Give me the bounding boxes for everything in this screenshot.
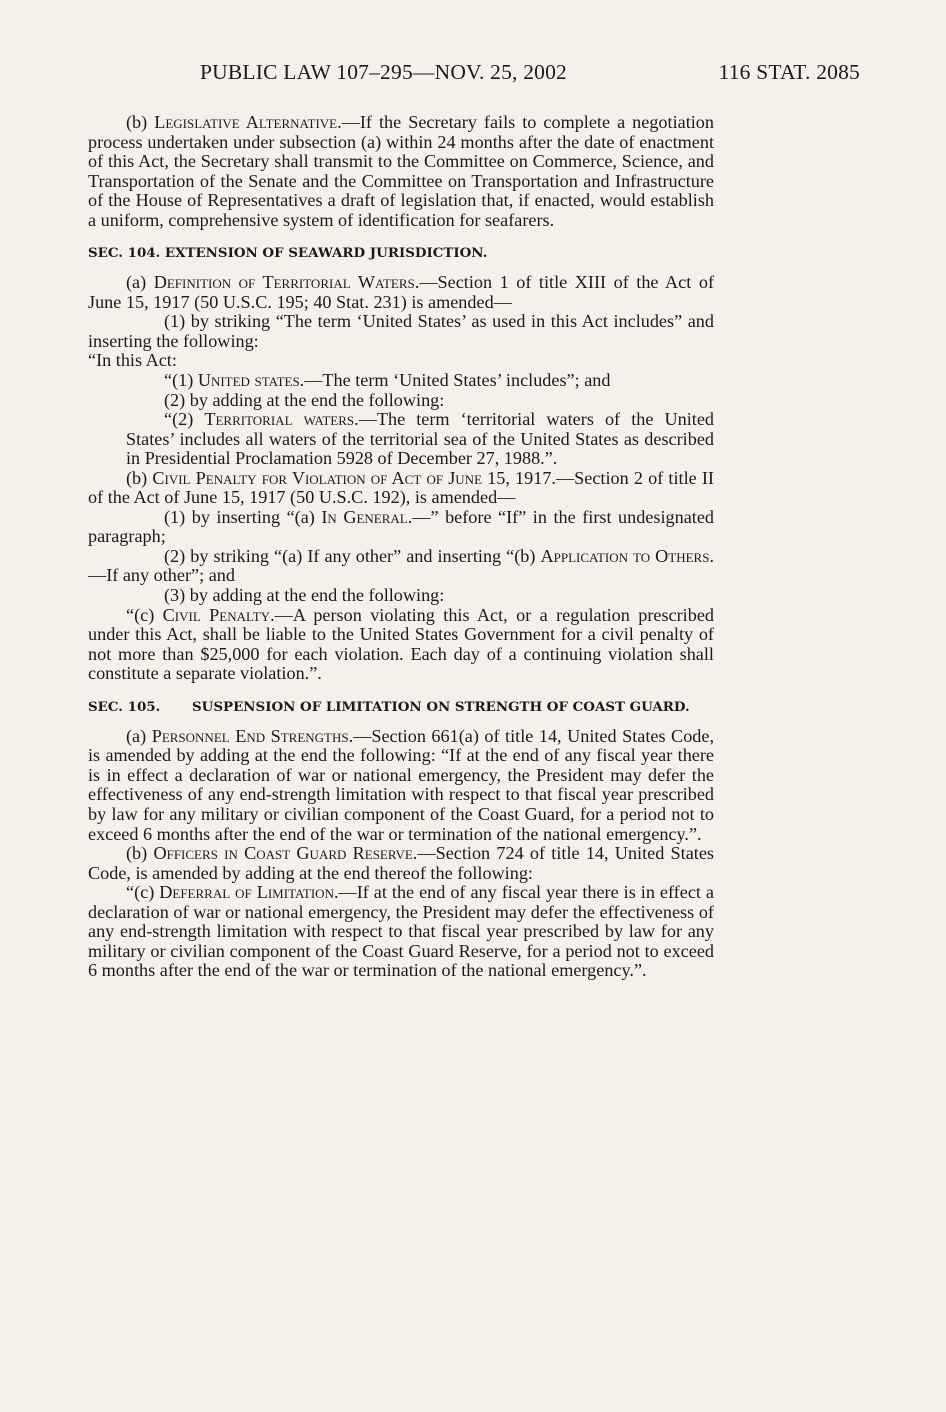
inserted-heading: Application to Others. — [540, 545, 714, 566]
section-heading-105 — [88, 698, 714, 717]
paragraph-text: —” before “If” in the first undesignated paragraph; — [88, 506, 714, 547]
subsection-heading: Personnel End Strengths. — [151, 725, 354, 746]
subsection-heading: Legislative Alternative. — [154, 112, 342, 132]
paragraph-text: —A person violating this Act, or a regulation prescribed under this Act, shall be liable to the United States Government for a civil penalty of not more than $25,000 for each violation. Each day of a continuing violation shall constitute a separate violation.”. — [88, 604, 714, 684]
subsection-heading: Civil Penalty. — [162, 604, 275, 625]
paragraph-104-b-3: (3) by adding at the end the following: — [164, 585, 445, 606]
paragraph-text: —If any other”; and — [88, 565, 235, 586]
paragraph-text: (2) by striking “(a) If any other” and inserting “(b) — [164, 545, 541, 566]
paragraph-text: —If the Secretary fails to complete a negotiation process undertaken under subsection (a) within 24 months after the date of enactment of this Act, the Secretary shall transmit to the Committee on Commerce, Science, and Transportation of the Senate and the Committee on Transportation and Infrastructure of the House of Representatives a draft of legislation that, if enacted, would establish a uniform, comprehensive system of identification for seafarers. — [88, 112, 714, 230]
paragraph-104-b-2 — [88, 547, 714, 586]
paragraph-104-a-2: (2) by adding at the end the following: — [164, 389, 445, 410]
page-header — [200, 60, 860, 90]
paragraph-104-b-1 — [88, 508, 714, 547]
paragraph-105-a — [88, 727, 714, 844]
paragraph-text: —Section 2 of title II of the Act of June 15, 1917 (50 U.S.C. 192), is amended— — [88, 467, 714, 508]
paragraph-lead: “(c) — [126, 604, 163, 625]
paragraph-lead: (a) — [126, 272, 154, 293]
paragraph-lead: (b) — [126, 467, 153, 488]
paragraph-104-b — [88, 469, 714, 508]
subsection-heading: Civil Penalty for Violation of Act of June 15, 1917. — [152, 467, 556, 488]
paragraph-civil-penalty — [88, 606, 714, 684]
paragraph-united-states-def — [88, 371, 714, 391]
paragraph-lead: (b) — [126, 112, 155, 132]
paragraph-text: —The term ‘United States’ includes”; and — [304, 370, 611, 391]
subsection-heading: Deferral of Limitation. — [159, 882, 339, 903]
paragraph-104-a — [88, 273, 714, 312]
paragraph-lead: “(c) — [126, 882, 160, 903]
header-title: PUBLIC LAW 107–295—NOV. 25, 2002 — [200, 60, 568, 84]
paragraph-lead: (a) — [126, 725, 152, 746]
paragraph-lead: “(1) — [164, 370, 198, 391]
paragraph-text: —If at the end of any fiscal year there is in effect a declaration of war or national emergency, the President may defer the effectiveness of any end-strength limitation with respect to that fiscal year prescribed by law for any military or civilian component of the Coast Guard Reserve, for a period not to exceed 6 months after the end of the war or termination of the national emergency.”. — [88, 882, 714, 981]
subsection-heading: Officers in Coast Guard Reserve. — [153, 843, 418, 864]
paragraph-text: —Section 661(a) of title 14, United States Code, is amended by adding at the end the following: “If at the end of any fiscal year there is in effect a declaration of war or national emergency, the President may defer the effectiveness of any end-strength limitation with respect to that fiscal year prescribed by law for any military or civilian component of the Coast Guard, for a period not to exceed 6 months after the end of the war or termination of the national emergency.”. — [88, 725, 714, 844]
paragraph-deferral-of-limitation — [88, 883, 714, 981]
paragraph-text: —The term ‘territorial waters of the United States’ includes all waters of the territorial sea of the United States as described in Presidential Proclamation 5928 of December 27, 1988.”. — [126, 409, 714, 469]
header-page-number: 116 STAT. 2085 — [718, 60, 860, 84]
document-body — [88, 113, 714, 981]
paragraph-104-a-1: (1) by striking “The term ‘United States’ as used in this Act includes” and inserting the following: — [88, 311, 714, 351]
paragraph-territorial-waters-def — [88, 410, 714, 469]
definition-heading: United states. — [197, 370, 305, 391]
section-title: SUSPENSION OF LIMITATION ON STRENGTH OF COAST GUARD. — [192, 698, 690, 715]
paragraph-lead: (b) — [126, 843, 154, 864]
definition-heading: Territorial waters. — [204, 409, 359, 430]
inserted-heading: In General. — [321, 506, 413, 527]
paragraph-in-this-act: “In this Act: — [88, 350, 177, 371]
paragraph-text: (1) by inserting “(a) — [164, 506, 322, 527]
subsection-heading: Definition of Territorial Waters. — [153, 272, 420, 293]
section-heading-104: SEC. 104. EXTENSION OF SEAWARD JURISDICTION. — [88, 245, 488, 262]
section-number: SEC. 105. — [88, 698, 161, 715]
paragraph-lead: “(2) — [164, 409, 205, 430]
paragraph-105-b — [88, 844, 714, 883]
paragraph-text: —Section 1 of title XIII of the Act of June 15, 1917 (50 U.S.C. 195; 40 Stat. 231) is amended— — [88, 272, 714, 312]
paragraph-b-legislative-alternative — [88, 113, 714, 230]
paragraph-text: —Section 724 of title 14, United States Code, is amended by adding at the end thereof the following: — [88, 843, 714, 883]
